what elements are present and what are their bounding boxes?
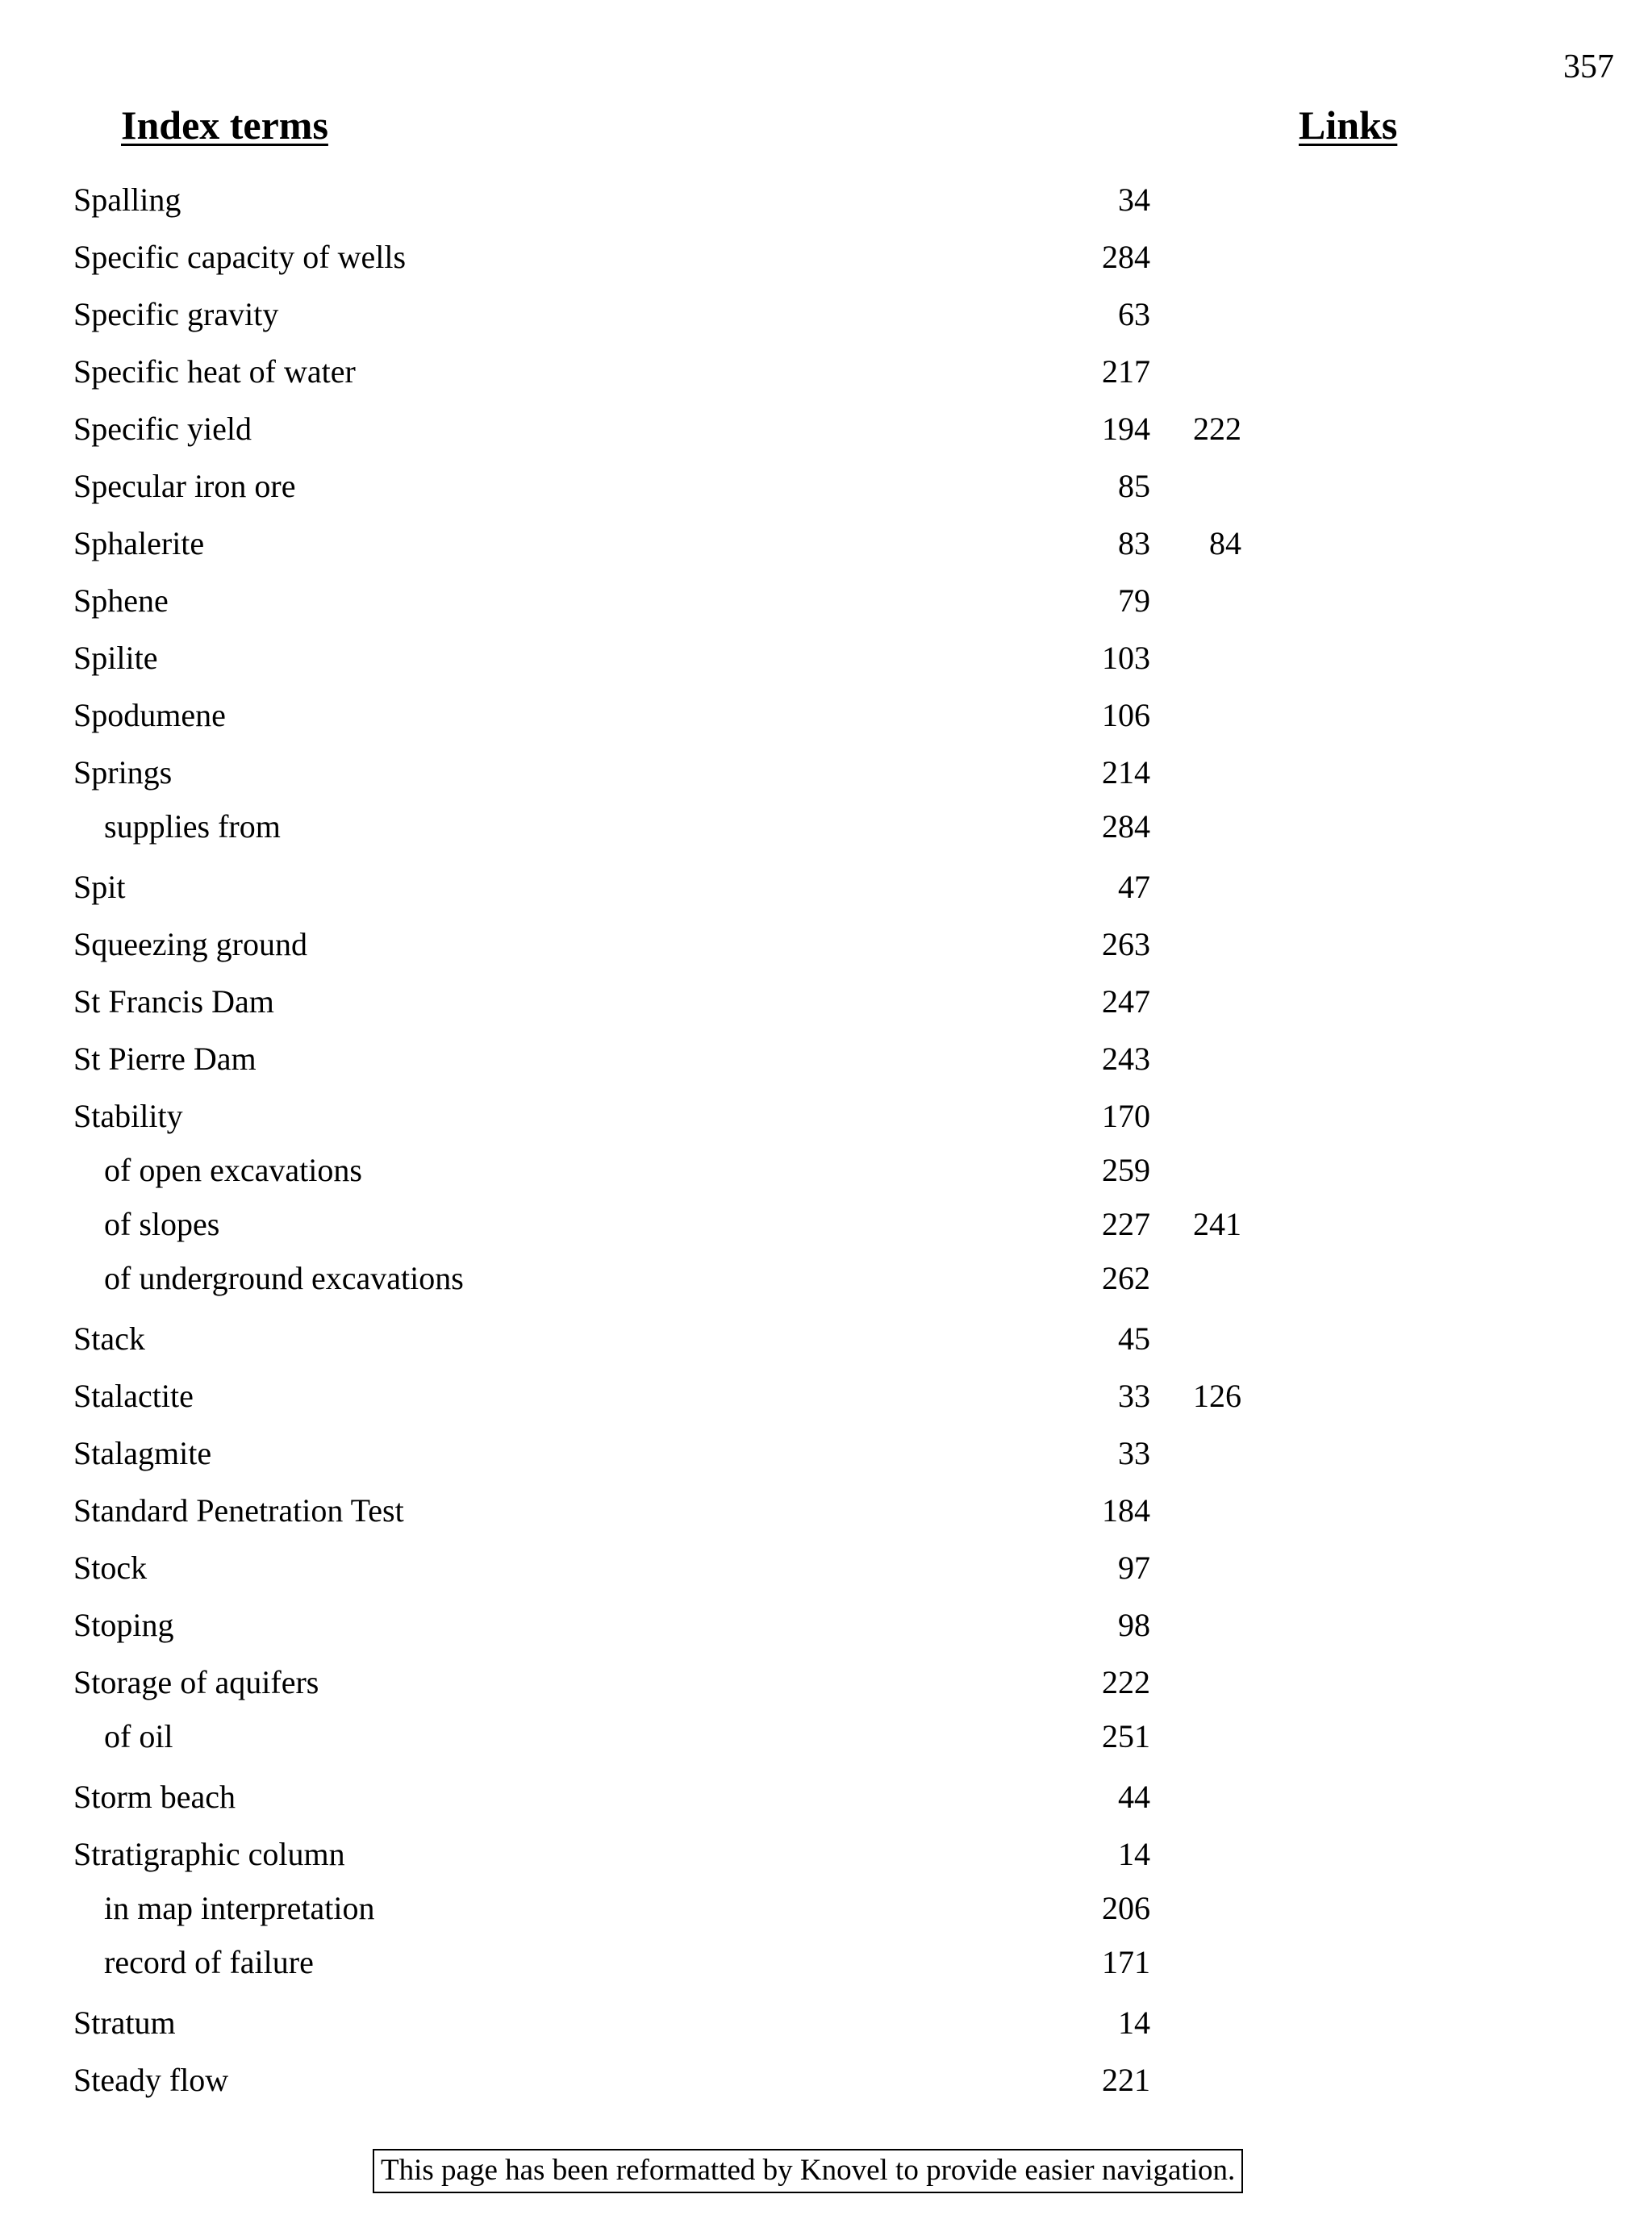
page-link[interactable]: 47 — [1118, 869, 1150, 905]
page-link[interactable]: 79 — [1118, 582, 1150, 619]
index-term: Steady flow — [73, 2062, 229, 2098]
index-term: Specific yield — [73, 411, 252, 447]
index-term: Specific gravity — [73, 296, 279, 332]
page-link[interactable]: 106 — [1102, 697, 1150, 733]
index-entry — [0, 462, 1652, 511]
index-term: Spalling — [73, 181, 181, 218]
index-entry — [0, 348, 1652, 396]
index-term: Stack — [73, 1320, 145, 1357]
index-entry — [0, 176, 1652, 224]
index-term: Specific capacity of wells — [73, 239, 407, 275]
index-term: Specific heat of water — [73, 353, 356, 390]
page-link[interactable]: 33 — [1118, 1378, 1150, 1414]
index-term: St Pierre Dam — [73, 1041, 257, 1077]
index-term: Stalagmite — [73, 1435, 212, 1471]
index-term: Stratum — [73, 2004, 176, 2041]
index-entry — [0, 1200, 1652, 1249]
index-entry — [0, 1658, 1652, 1707]
page-link[interactable]: 34 — [1118, 181, 1150, 218]
page-link[interactable]: 214 — [1102, 754, 1150, 791]
page-link[interactable]: 126 — [1193, 1378, 1241, 1414]
index-subterm: supplies from — [104, 808, 281, 845]
index-entry — [0, 634, 1652, 682]
index-entry — [0, 1035, 1652, 1083]
page-link[interactable]: 243 — [1102, 1041, 1150, 1077]
page-link[interactable]: 221 — [1102, 2062, 1150, 2098]
index-term: Stratigraphic column — [73, 1836, 345, 1872]
index-subterm: of oil — [104, 1718, 173, 1754]
page-link[interactable]: 97 — [1118, 1550, 1150, 1586]
index-entry — [0, 863, 1652, 912]
index-entry — [0, 2056, 1652, 2105]
index-term: Spilite — [73, 640, 158, 676]
page-link[interactable]: 85 — [1118, 468, 1150, 504]
index-entry — [0, 1429, 1652, 1478]
index-entry — [0, 920, 1652, 969]
index-entry — [0, 1884, 1652, 1933]
index-subterm: of open excavations — [104, 1152, 362, 1188]
page-link[interactable]: 284 — [1102, 239, 1150, 275]
page-link[interactable]: 227 — [1102, 1206, 1150, 1242]
index-entry — [0, 1372, 1652, 1420]
page-link[interactable]: 83 — [1118, 525, 1150, 561]
page-link[interactable]: 171 — [1102, 1944, 1150, 1980]
index-term: Springs — [73, 754, 173, 791]
page-link[interactable]: 184 — [1102, 1492, 1150, 1529]
page-link[interactable]: 222 — [1102, 1664, 1150, 1700]
index-subterm: of slopes — [104, 1206, 220, 1242]
index-term: Sphene — [73, 582, 169, 619]
index-term: Sphalerite — [73, 525, 205, 561]
index-entry — [0, 1830, 1652, 1879]
index-entry — [0, 1544, 1652, 1592]
page-link[interactable]: 84 — [1209, 525, 1241, 561]
page-number: 357 — [1563, 48, 1614, 86]
index-term: Storm beach — [73, 1779, 236, 1815]
index-entry — [0, 1146, 1652, 1195]
index-entry — [0, 1938, 1652, 1987]
page-link[interactable]: 284 — [1102, 808, 1150, 845]
page-link[interactable]: 170 — [1102, 1098, 1150, 1134]
index-term: Stock — [73, 1550, 148, 1586]
index-term: Squeezing ground — [73, 926, 307, 962]
page-link[interactable]: 263 — [1102, 926, 1150, 962]
page-link[interactable]: 14 — [1118, 2004, 1150, 2041]
index-entry — [0, 519, 1652, 568]
index-entry — [0, 1712, 1652, 1761]
index-terms-header: Index terms — [121, 102, 328, 148]
page-link[interactable]: 14 — [1118, 1836, 1150, 1872]
page-link[interactable]: 45 — [1118, 1320, 1150, 1357]
page-link[interactable]: 63 — [1118, 296, 1150, 332]
page-link[interactable]: 262 — [1102, 1260, 1150, 1296]
index-term: Specular iron ore — [73, 468, 296, 504]
index-entry — [0, 691, 1652, 740]
page-link[interactable]: 33 — [1118, 1435, 1150, 1471]
index-term: Stalactite — [73, 1378, 194, 1414]
index-term: Storage of aquifers — [73, 1664, 319, 1700]
page-link[interactable]: 217 — [1102, 353, 1150, 390]
page-link[interactable]: 241 — [1193, 1206, 1241, 1242]
index-subterm: record of failure — [104, 1944, 314, 1980]
index-entry — [0, 1773, 1652, 1821]
index-entry — [0, 1601, 1652, 1650]
index-term: Stoping — [73, 1607, 174, 1643]
index-term: Standard Penetration Test — [73, 1492, 404, 1529]
page-link[interactable]: 194 — [1102, 411, 1150, 447]
index-entry — [0, 749, 1652, 797]
page-link[interactable]: 103 — [1102, 640, 1150, 676]
index-entry — [0, 1092, 1652, 1141]
index-entry — [0, 1254, 1652, 1303]
page-link[interactable]: 98 — [1118, 1607, 1150, 1643]
index-entry — [0, 978, 1652, 1026]
page-link[interactable]: 247 — [1102, 983, 1150, 1020]
page-link[interactable]: 251 — [1102, 1718, 1150, 1754]
index-entry — [0, 1999, 1652, 2047]
index-entry — [0, 405, 1652, 453]
index-entry — [0, 233, 1652, 282]
index-term: Spodumene — [73, 697, 226, 733]
index-term: St Francis Dam — [73, 983, 274, 1020]
page-link[interactable]: 259 — [1102, 1152, 1150, 1188]
footer-note: This page has been reformatted by Knovel to provide easier navigation. — [373, 2149, 1243, 2193]
index-term: Spit — [73, 869, 126, 905]
index-term: Stability — [73, 1098, 183, 1134]
index-subterm: of underground excavations — [104, 1260, 464, 1296]
links-header: Links — [1299, 102, 1398, 148]
page-link[interactable]: 222 — [1193, 411, 1241, 447]
index-entry — [0, 290, 1652, 339]
index-entry — [0, 803, 1652, 851]
page-link[interactable]: 44 — [1118, 1779, 1150, 1815]
page-link[interactable]: 206 — [1102, 1890, 1150, 1926]
index-entry — [0, 1315, 1652, 1363]
index-entry — [0, 577, 1652, 625]
index-subterm: in map interpretation — [104, 1890, 375, 1926]
index-entry — [0, 1487, 1652, 1535]
